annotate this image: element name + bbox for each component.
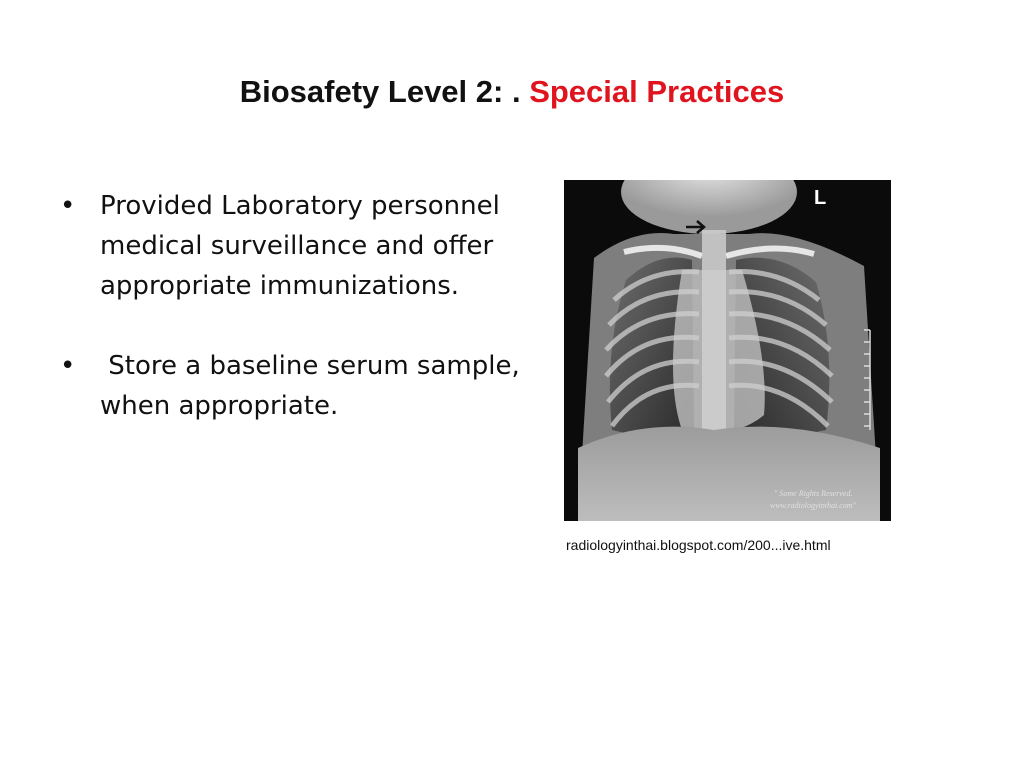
image-caption: radiologyinthai.blogspot.com/200...ive.html (566, 537, 831, 553)
bullet-item (60, 346, 528, 426)
bullet-item (60, 186, 520, 306)
chest-xray-image (564, 180, 891, 521)
bullet-dot-icon: • (60, 191, 76, 221)
watermark-line1: " Some Rights Reserved. (774, 489, 853, 498)
bullet-dot-icon: • (60, 351, 76, 381)
title-main: Biosafety Level 2: . (239, 74, 530, 109)
title-accent: Special Practices (529, 74, 785, 109)
bullet-text: Store a baseline serum sample, when appropriate. (100, 351, 528, 421)
xray-marker-label: L (814, 187, 827, 209)
watermark-line2: www.radiologyinthai.com" (770, 501, 856, 510)
bullet-list (60, 186, 528, 466)
slide-title (0, 74, 1024, 110)
bullet-text: Provided Laboratory personnel medical surveillance and offer appropriate immunizations. (100, 191, 500, 301)
xray-illustration (564, 180, 891, 521)
